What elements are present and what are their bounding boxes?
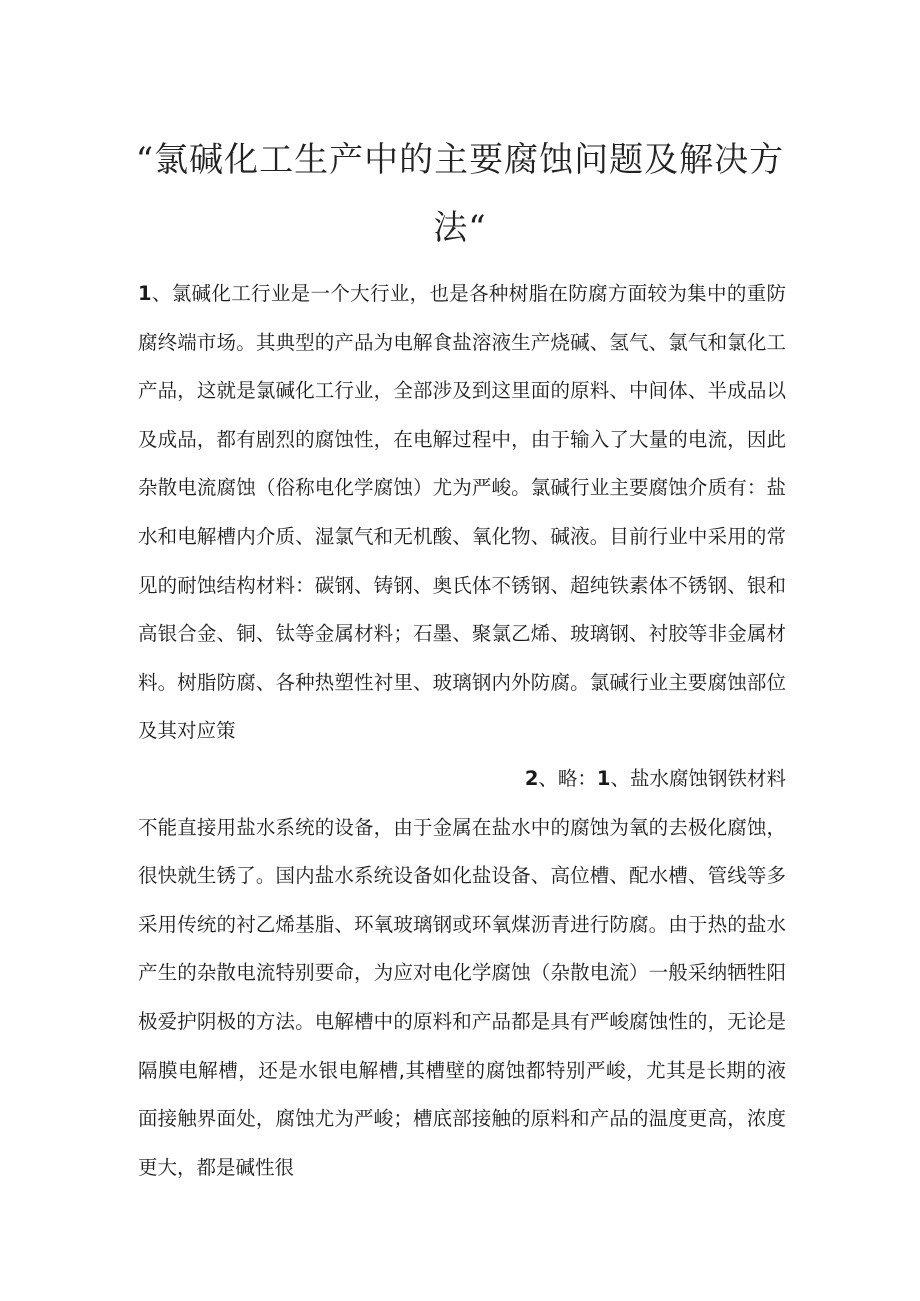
paragraph-2 [138,755,786,1192]
paragraph-2-sub-number: 1 [596,767,611,790]
document-title: “氯碱化工生产中的主要腐蚀问题及解决方法“ [135,140,785,248]
paragraph-2-heading-tail: 、盐水腐蚀钢铁材料 [610,767,786,790]
paragraph-1 [138,270,786,756]
paragraph-2-text: 不能直接用盐水系统的设备，由于金属在盐水中的腐蚀为氧的去极化腐蚀，很快就生锈了。国内盐水系统设备如化盐设备、高位槽、配水槽、管线等多采用传统的衬乙烯基脂、环氧玻璃钢或环氧煤沥青进行防腐。由于热的盐水产生的杂散电流特别要命，为应对电化学腐蚀（杂散电流）一般采纳牺牲阳极爱护阴极的方法。电解槽中的原料和产品都是具有严峻腐蚀性的，无论是隔膜电解槽，还是水银电解槽,其槽壁的腐蚀都特别严峻，尤其是长期的液面接触界面处，腐蚀尤为严峻；槽底部接触的原料和产品的温度更高，浓度更大，都是碱性很 [138,815,786,1179]
paragraph-2-heading-mid: 、略： [538,767,597,790]
paragraph-2-number: 2 [524,767,539,790]
paragraph-1-text: 、氯碱化工行业是一个大行业，也是各种树脂在防腐方面较为集中的重防腐终端市场。其典型的产品为电解食盐溶液生产烧碱、氢气、氯气和氯化工产品，这就是氯碱化工行业，全部涉及到这里面的原料、中间体、半成品以及成品，都有剧烈的腐蚀性，在电解过程中，由于输入了大量的电流，因此杂散电流腐蚀（俗称电化学腐蚀）尤为严峻。氯碱行业主要腐蚀介质有：盐水和电解槽内介质、湿氯气和无机酸、氧化物、碱液。目前行业中采用的常见的耐蚀结构材料：碳钢、铸钢、奥氏体不锈钢、超纯铁素体不锈钢、银和高银合金、铜、钛等金属材料；石墨、聚氯乙烯、玻璃钢、衬胶等非金属材料。树脂防腐、各种热塑性衬里、玻璃钢内外防腐。氯碱行业主要腐蚀部位及其对应策 [138,282,786,743]
paragraph-2-heading [138,755,786,804]
paragraph-1-number: 1 [138,282,152,305]
